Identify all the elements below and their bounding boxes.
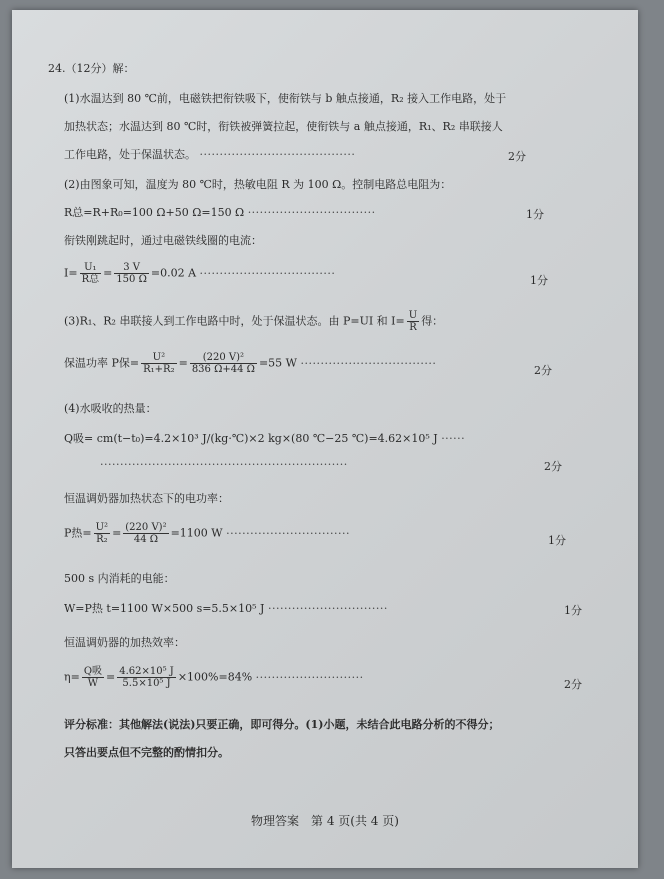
part4-line7: 恒温调奶器的加热效率： bbox=[64, 636, 185, 649]
fraction-denominator: 5.5×10⁵ J bbox=[122, 678, 171, 689]
fraction-numerator: (220 V)² bbox=[125, 522, 167, 533]
criteria-line2: 只答出要点但不完整的酌情扣分。 bbox=[64, 746, 229, 759]
part2-line2 bbox=[64, 206, 376, 220]
fraction-numerator: 3 V bbox=[114, 262, 149, 274]
fraction bbox=[114, 262, 149, 285]
part2-line1: (2)由图象可知，温度为 80 ℃时，热敏电阻 R 为 100 Ω。控制电路总电阻为： bbox=[64, 178, 452, 191]
part4-line6 bbox=[64, 602, 388, 616]
heat-formula: Q吸= cm(t−t₀)=4.2×10³ J/(kg·℃)×2 kg×(80 ℃−25 ℃)=4.62×10⁵ J bbox=[64, 432, 438, 445]
fraction-numerator: U² bbox=[95, 522, 109, 533]
part4-score-d: 2分 bbox=[564, 678, 582, 691]
fraction-denominator: R bbox=[409, 322, 417, 333]
part1-line3 bbox=[64, 148, 355, 162]
dot-leader: ······································· bbox=[199, 148, 356, 161]
fraction-denominator: R₁+R₂ bbox=[143, 364, 175, 375]
dot-leader: ··························· bbox=[255, 670, 364, 684]
formula-result: ×100%=84% bbox=[177, 670, 253, 684]
fraction bbox=[123, 522, 168, 545]
page-footer: 物理答案 第 4 页(共 4 页) bbox=[251, 814, 399, 828]
formula-lhs: η= bbox=[64, 670, 80, 684]
dot-leader: ······························ bbox=[267, 602, 388, 615]
part4-line2-cont bbox=[100, 458, 348, 472]
formula-lhs: P热= bbox=[64, 526, 92, 540]
fraction-numerator: 4.62×10⁵ J bbox=[119, 666, 174, 677]
part4-score-a: 2分 bbox=[544, 460, 562, 473]
fraction-denominator: 836 Ω+44 Ω bbox=[191, 364, 255, 375]
fraction-denominator: R₂ bbox=[96, 534, 108, 545]
part1-score: 2分 bbox=[508, 150, 526, 163]
part3-score: 2分 bbox=[534, 364, 552, 377]
part4-score-c: 1分 bbox=[564, 604, 582, 617]
fraction bbox=[94, 522, 110, 545]
formula-result: =0.02 A bbox=[150, 266, 197, 280]
formula-result: =1100 W bbox=[170, 526, 223, 540]
part2-line4 bbox=[64, 262, 335, 285]
part2-line2-text: R总=R+R₀=100 Ω+50 Ω=150 Ω bbox=[64, 206, 245, 219]
dot-leader: ·································· bbox=[300, 356, 437, 370]
equals-sign: = bbox=[106, 670, 116, 684]
part1-line2: 加热状态；水温达到 80 ℃时，衔铁被弹簧拉起，使衔铁与 a 触点接通，R₁、R₂ 串联接人 bbox=[64, 120, 503, 133]
part1-line1: (1)水温达到 80 ℃前，电磁铁把衔铁吸下，使衔铁与 b 触点接通，R₂ 接入工作电路，处于 bbox=[64, 92, 507, 105]
fraction-denominator: 44 Ω bbox=[133, 534, 159, 545]
formula-lhs: 保温功率 P保= bbox=[64, 356, 140, 370]
fraction bbox=[190, 352, 257, 375]
fraction-numerator: Q吸 bbox=[83, 666, 103, 677]
dot-leader: ······ bbox=[441, 432, 466, 445]
equals-sign: = bbox=[103, 266, 113, 280]
equals-sign: = bbox=[178, 356, 188, 370]
fraction bbox=[82, 666, 104, 689]
part4-line2 bbox=[64, 432, 465, 446]
part2-score-b: 1分 bbox=[530, 274, 548, 287]
dot-leader: ······························································ bbox=[100, 458, 348, 471]
fraction-denominator: R总 bbox=[81, 274, 100, 285]
part2-score-a: 1分 bbox=[526, 208, 544, 221]
part3-line1-end: 得： bbox=[421, 314, 444, 328]
fraction-numerator: U² bbox=[141, 352, 176, 364]
part3-line1 bbox=[64, 310, 443, 333]
fraction-numerator: U₁ bbox=[80, 262, 102, 274]
formula-lhs: I= bbox=[64, 266, 78, 280]
part4-line4 bbox=[64, 522, 350, 545]
part4-line8 bbox=[64, 666, 364, 689]
criteria-line1: 评分标准：其他解法(说法)只要正确，即可得分。(1)小题，未结合此电路分析的不得分； bbox=[64, 718, 500, 731]
fraction bbox=[407, 310, 419, 333]
question-header: 24.（12分）解： bbox=[48, 62, 135, 75]
formula-result: =55 W bbox=[258, 356, 297, 370]
equals-sign: = bbox=[112, 526, 122, 540]
fraction bbox=[141, 352, 176, 375]
part4-line1: (4)水吸收的热量： bbox=[64, 402, 157, 415]
answer-sheet-page bbox=[12, 10, 638, 868]
part1-line3-text: 工作电路，处于保温状态。 bbox=[64, 148, 196, 161]
dot-leader: ································ bbox=[247, 206, 376, 219]
part4-score-b: 1分 bbox=[548, 534, 566, 547]
energy-formula: W=P热 t=1100 W×500 s=5.5×10⁵ J bbox=[64, 602, 265, 615]
fraction-numerator: U bbox=[408, 310, 418, 321]
part3-line2 bbox=[64, 352, 436, 375]
fraction-denominator: W bbox=[87, 678, 99, 689]
fraction bbox=[117, 666, 176, 689]
part2-line3: 衔铁刚跳起时，通过电磁铁线圈的电流： bbox=[64, 234, 262, 247]
fraction bbox=[80, 262, 102, 285]
dot-leader: ······························· bbox=[226, 526, 351, 540]
fraction-denominator: 150 Ω bbox=[116, 274, 147, 285]
part3-line1-text: (3)R₁、R₂ 串联接人到工作电路中时，处于保温状态。由 P=UI 和 I= bbox=[64, 314, 405, 328]
part4-line3: 恒温调奶器加热状态下的电功率： bbox=[64, 492, 229, 505]
fraction-numerator: (220 V)² bbox=[190, 352, 257, 364]
dot-leader: ·································· bbox=[199, 266, 336, 280]
part4-line5: 500 s 内消耗的电能： bbox=[64, 572, 175, 585]
